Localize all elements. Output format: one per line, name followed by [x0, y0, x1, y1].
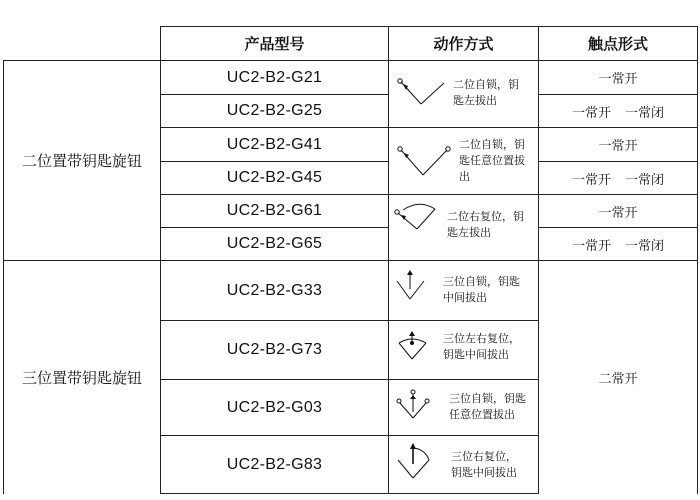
- action-description: 二位右复位，钥 匙左拔出: [447, 210, 524, 239]
- contact-no-label: 一常开: [571, 172, 611, 188]
- action-description: 三位右复位， 钥匙中间拔出: [451, 450, 517, 479]
- model-cell: UC2-B2-G21: [226, 68, 323, 86]
- contact-no-label: 一常开: [571, 238, 611, 254]
- contact-cell: [539, 162, 697, 194]
- action-description: 三位自锁，钥匙 中间拔出: [443, 275, 520, 304]
- action-description: 三位自锁，钥匙 任意位置拔出: [449, 392, 526, 421]
- model-cell: UC2-B2-G25: [226, 102, 323, 119]
- model-cell: UC2-B2-G73: [226, 341, 323, 358]
- contact-cell: [539, 95, 697, 127]
- action-cell: [389, 436, 538, 493]
- contact-nc-label: 一常闭: [625, 238, 665, 254]
- contact-cell: 一常开: [598, 205, 638, 221]
- switch-action-diagram-icon: [391, 67, 451, 127]
- action-description: 二位自锁，钥 匙左拔出: [453, 78, 519, 107]
- group-label-three-position: 三位置带钥匙旋钮: [21, 368, 142, 387]
- table-border-bottom: [160, 493, 538, 494]
- header-model: 产品型号: [244, 35, 305, 53]
- model-cell: UC2-B2-G61: [226, 202, 323, 219]
- contact-cell: 一常开: [598, 139, 638, 154]
- action-cell: [389, 261, 538, 320]
- model-cell: UC2-B2-G65: [226, 235, 323, 252]
- model-cell: UC2-B2-G33: [226, 281, 323, 299]
- table-border-right: [697, 26, 698, 494]
- model-cell: UC2-B2-G41: [226, 135, 323, 153]
- contact-nc-label: 一常闭: [625, 105, 665, 121]
- switch-action-diagram-icon: [393, 329, 443, 379]
- switch-action-diagram-icon: [391, 201, 446, 251]
- action-cell: [389, 380, 538, 435]
- action-description: 三位左右复位， 钥匙中间拔出: [443, 332, 520, 361]
- switch-action-diagram-icon: [391, 134, 451, 194]
- contact-cell: 二常开: [598, 371, 638, 387]
- action-description: 二位自锁，钥 匙任意位置拔 出: [459, 138, 525, 183]
- model-cell: UC2-B2-G03: [226, 398, 323, 416]
- switch-action-diagram-icon: [393, 440, 443, 490]
- contact-cell: [539, 228, 697, 260]
- switch-action-diagram-icon: [393, 267, 443, 317]
- switch-action-diagram-icon: [393, 386, 443, 436]
- action-cell: [389, 195, 538, 260]
- action-cell: [389, 61, 538, 127]
- header-action: 动作方式: [433, 35, 494, 53]
- contact-nc-label: 一常闭: [625, 172, 665, 188]
- header-contact: 触点形式: [587, 35, 648, 53]
- contact-cell: 一常开: [598, 72, 638, 87]
- model-cell: UC2-B2-G45: [226, 169, 323, 186]
- action-cell: [389, 128, 538, 194]
- group-label-two-position: 二位置带钥匙旋钮: [21, 152, 142, 170]
- action-cell: [389, 321, 538, 379]
- model-cell: UC2-B2-G83: [226, 455, 323, 473]
- contact-no-label: 一常开: [571, 105, 611, 121]
